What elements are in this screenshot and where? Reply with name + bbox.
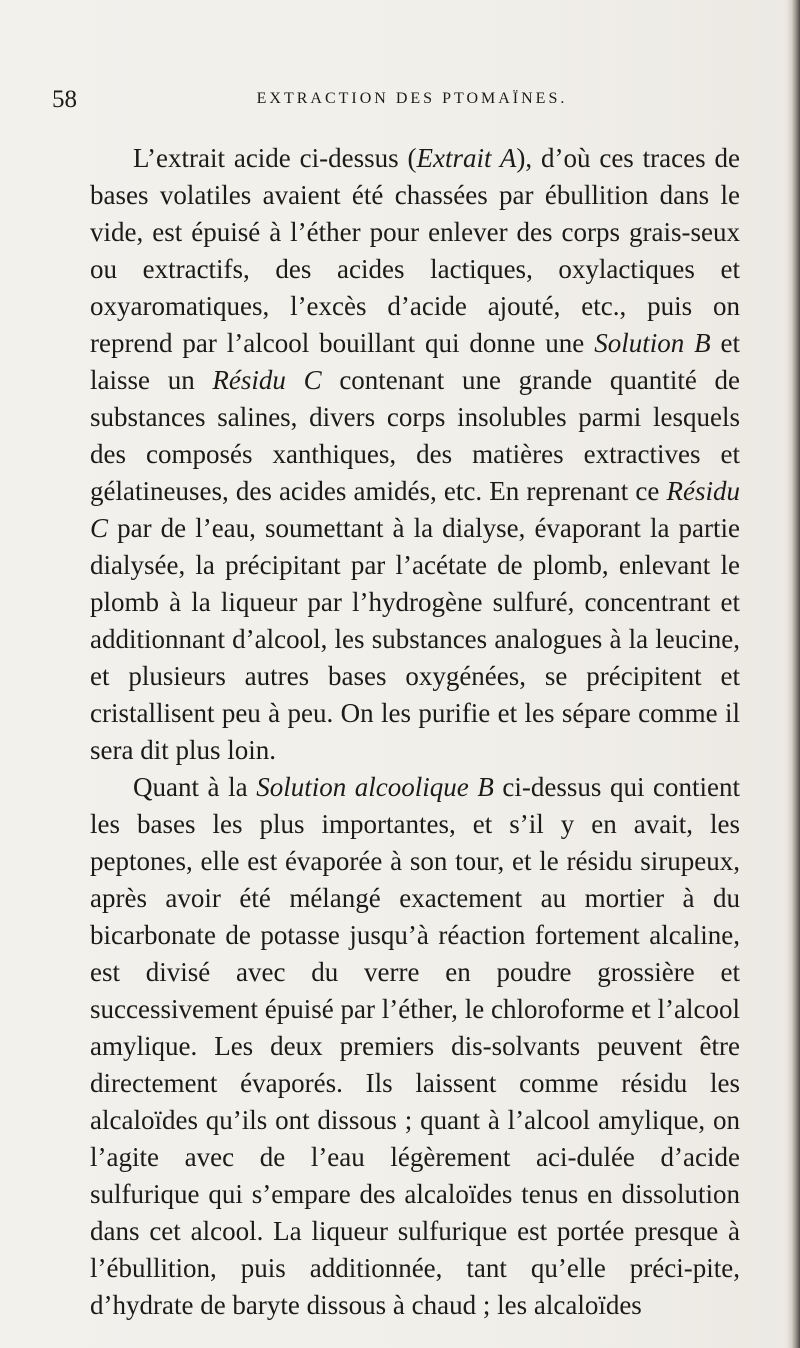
page-number: 58 — [52, 86, 77, 113]
running-title: EXTRACTION DES PTOMAÏNES. — [256, 90, 568, 107]
paragraph — [90, 140, 740, 769]
italic-segment: Extrait A — [416, 143, 517, 173]
text-segment: contenant une grande quantité de substances salines, divers corps insolubles parmi lesquels des composés xanthiques, des matières extractives et gélatineuses, des acides amidés, etc. En reprenant ce — [90, 365, 740, 506]
page-header — [52, 86, 772, 114]
italic-segment: Résidu C — [90, 476, 740, 543]
text-segment: ), d’où ces traces de bases volatiles avaient été chassées par ébullition dans le vide, est épuisé à l’éther pour enlever des corps grais-seux ou extractifs, des acides lactiques, oxylactiques et oxyaromatiques, l’excès d’acide ajouté, etc., puis on reprend par l’alcool bouillant qui donne une — [90, 143, 740, 358]
italic-segment: Solution B — [594, 328, 711, 358]
page-edge-shadow — [786, 0, 800, 1348]
text-segment: ci-dessus qui contient les bases les plus importantes, et s’il y en avait, les peptones, elle est évaporée à son tour, et le résidu sirupeux, après avoir été mélangé exactement au mortier à du bicarbonate de potasse jusqu’à réaction fortement alcaline, est divisé avec du verre en poudre grossière et successivement épuisé par l’éther, le chloroforme et l’alcool amylique. Les deux premiers dis-solvants peuvent être directement évaporés. Ils laissent comme résidu les alcaloïdes qu’ils ont dissous ; quant à l’alcool amylique, on l’agite avec de l’eau légèrement aci-dulée d’acide sulfurique qui s’empare des alcaloïdes tenus en dissolution dans cet alcool. La liqueur sulfurique est portée presque à l’ébullition, puis additionnée, tant qu’elle préci-pite, d’hydrate de baryte dissous à chaud ; les alcaloïdes — [90, 772, 740, 1320]
text-segment: par de l’eau, soumettant à la dialyse, évaporant la partie dialysée, la précipitant par l’acétate de plomb, enlevant le plomb à la liqueur par l’hydrogène sulfuré, concentrant et additionnant d’alcool, les substances analogues à la leucine, et plusieurs autres bases oxygénées, se précipitent et cristallisent peu à peu. On les purifie et les sépare comme il sera dit plus loin. — [90, 513, 740, 765]
italic-segment: Solution alcoolique B — [256, 772, 494, 802]
paragraph — [90, 769, 740, 1324]
text-segment: L’extrait acide ci-dessus ( — [133, 143, 417, 173]
body-text — [90, 140, 740, 1324]
italic-segment: Résidu C — [212, 365, 322, 395]
text-segment: Quant à la — [133, 772, 257, 802]
text-segment: et laisse un — [90, 328, 740, 395]
